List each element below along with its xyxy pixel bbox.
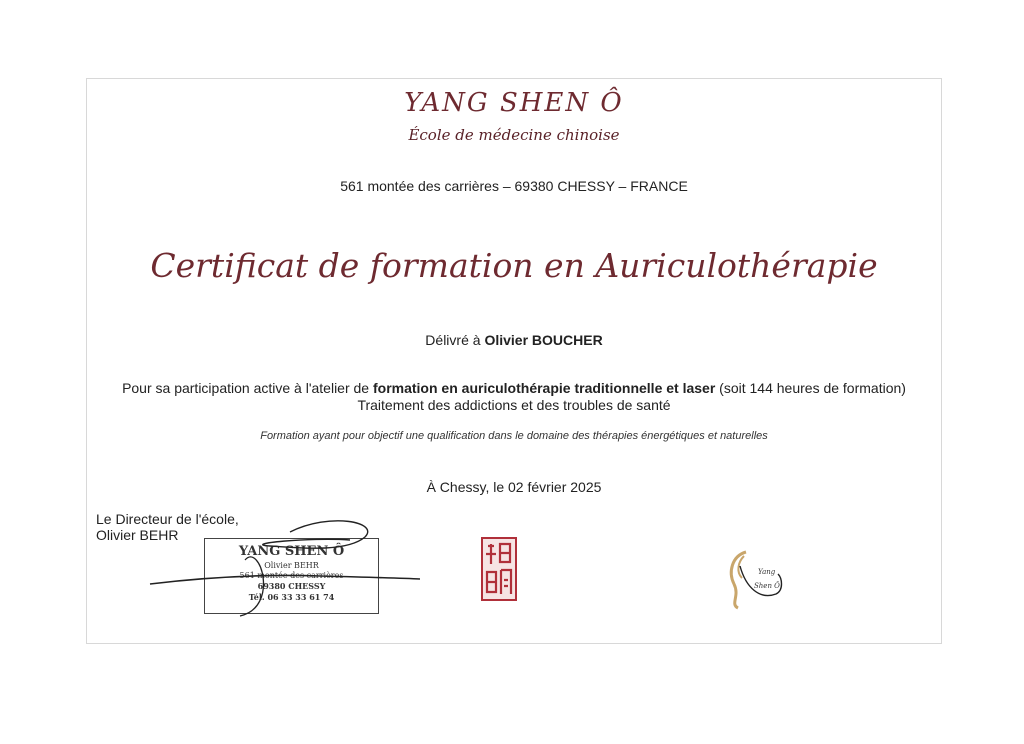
- participation-line2: Traitement des addictions et des troubles de santé: [357, 397, 671, 413]
- delivered-prefix: Délivré à: [425, 332, 485, 348]
- school-name: YANG SHEN Ô: [404, 88, 624, 118]
- school-subtitle: École de médecine chinoise: [408, 126, 620, 144]
- place-date: À Chessy, le 02 février 2025: [426, 479, 602, 495]
- delivered-to: [86, 332, 942, 348]
- certificate-title: Certificat de formation en Auriculothérapie: [150, 246, 878, 285]
- director-signature: [140, 512, 430, 622]
- director-name: Olivier BEHR: [96, 527, 179, 543]
- stamp-phone: Tél. 06 33 33 61 74: [248, 592, 335, 602]
- participation-suffix: (soit 144 heures de formation): [715, 380, 906, 396]
- participation-prefix: Pour sa participation active à l'atelier de: [122, 380, 373, 396]
- red-seal-icon: [480, 536, 518, 602]
- yang-shen-logo-icon: [720, 548, 788, 610]
- logo-text-line2: Shen Ô: [754, 582, 780, 590]
- logo-text-line1: Yang: [758, 568, 776, 576]
- stamp-person: Olivier BEHR: [264, 561, 319, 570]
- director-title: Le Directeur de l'école,: [96, 511, 239, 527]
- participation-line1: [86, 380, 942, 397]
- stamp-name: YANG SHEN Ô: [238, 544, 345, 559]
- participation-text: [86, 380, 942, 414]
- stamp-street: 561 montée des carrières: [239, 571, 344, 580]
- school-address: 561 montée des carrières – 69380 CHESSY – FRANCE: [340, 178, 688, 194]
- stamp-city: 69380 CHESSY: [257, 581, 326, 591]
- participation-bold: formation en auriculothérapie traditionnelle et laser: [372, 380, 716, 396]
- recipient-name: Olivier BOUCHER: [484, 332, 603, 348]
- objective-text: Formation ayant pour objectif une qualification dans le domaine des thérapies énergétiques et naturelles: [260, 430, 768, 442]
